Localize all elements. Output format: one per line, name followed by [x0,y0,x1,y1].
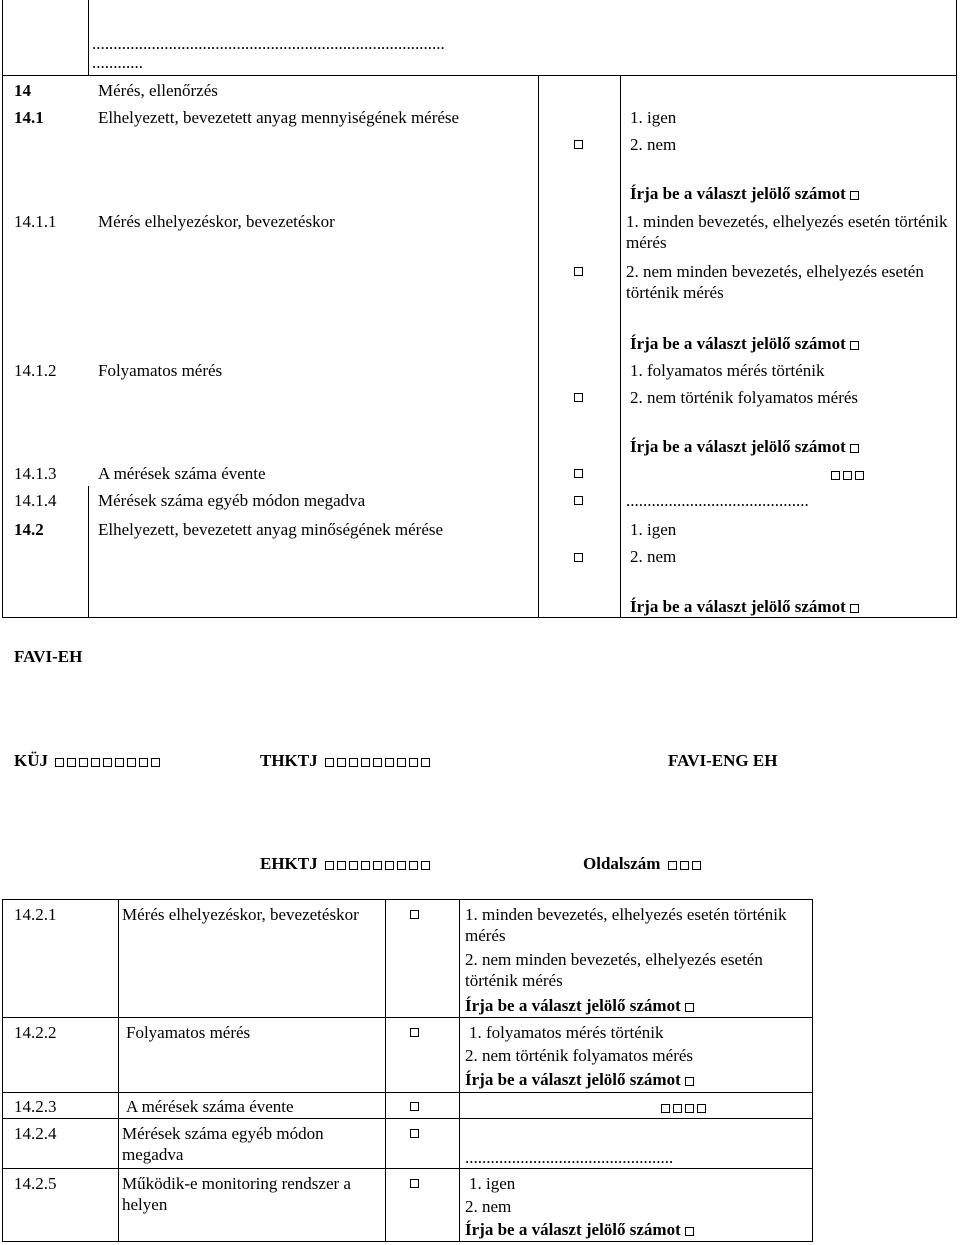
dotted-fill[interactable]: ................................................. [465,1148,674,1167]
option-text: 2. nem minden bevezetés, elhelyezés esetén történik mérés [626,262,924,303]
option-text: 1. igen [469,1174,516,1193]
page-number-field [583,853,701,874]
answer-prompt [630,596,859,617]
digit-box[interactable] [325,758,334,767]
dotted-fill[interactable]: ........................................... [626,491,809,510]
answer-prompt [465,995,694,1016]
section-number: 14 [14,81,31,100]
digit-box[interactable] [421,758,430,767]
thktj-field [260,750,430,771]
digit-box[interactable] [127,758,136,767]
table-rule [2,75,957,76]
answer-checkbox[interactable] [410,910,419,919]
table-rule [2,1241,813,1242]
favi-eh-label: FAVI-EH [14,647,83,666]
prompt-checkbox[interactable] [850,604,859,613]
table-rule [2,899,813,900]
answer-checkbox[interactable] [574,496,583,505]
option-text: 1. igen [630,520,677,539]
digit-box[interactable] [843,471,852,480]
digit-box[interactable] [661,1104,670,1113]
answer-prompt [630,183,859,204]
digit-box[interactable] [361,758,370,767]
table-rule [2,1118,813,1119]
row-label: Mérések száma egyéb módon megadva [98,491,366,510]
row-label: Folyamatos mérés [98,361,223,380]
answer-checkbox[interactable] [574,469,583,478]
dotted-fill: ................................................................................... [92,34,445,53]
prompt-checkbox[interactable] [685,1077,694,1086]
digit-box[interactable] [373,758,382,767]
answer-checkbox[interactable] [410,1102,419,1111]
option-text: 2. nem minden bevezetés, elhelyezés esetén történik mérés [465,950,763,991]
count-input-boxes[interactable] [828,463,864,484]
option-text: 1. folyamatos mérés történik [630,361,825,380]
answer-prompt [630,436,859,457]
table-rule [2,1168,813,1169]
digit-box[interactable] [55,758,64,767]
option-text: 2. nem [465,1197,512,1216]
table-rule [2,1092,813,1093]
answer-checkbox[interactable] [574,140,583,149]
prompt-checkbox[interactable] [850,191,859,200]
thktj-label: THKTJ [260,751,318,770]
digit-box[interactable] [385,758,394,767]
ehktj-field [260,853,430,874]
answer-checkbox[interactable] [574,267,583,276]
dotted-fill: ............ [92,53,143,72]
digit-box[interactable] [697,1104,706,1113]
page-number-boxes[interactable] [665,853,701,874]
kuj-label: KÜJ [14,751,48,770]
prompt-checkbox[interactable] [685,1003,694,1012]
row-number: 14.1.2 [14,361,57,380]
digit-box[interactable] [673,1104,682,1113]
prompt-text: Írja be a választ jelölő számot [465,996,681,1015]
section-title: Mérés, ellenőrzés [98,81,218,100]
row-label: A mérések száma évente [126,1097,294,1116]
page-number-label: Oldalszám [583,854,661,873]
prompt-checkbox[interactable] [685,1227,694,1236]
digit-box[interactable] [91,758,100,767]
table-border-right [812,899,813,1241]
digit-box[interactable] [831,471,840,480]
digit-box[interactable] [103,758,112,767]
option-text: 1. minden bevezetés, elhelyezés esetén történik mérés [465,905,787,946]
option-text: 1. folyamatos mérés történik [469,1023,664,1042]
digit-box[interactable] [692,861,701,870]
row-label: Mérés elhelyezéskor, bevezetéskor [98,212,335,231]
prompt-text: Írja be a választ jelölő számot [630,437,846,456]
ehktj-boxes[interactable] [322,853,430,874]
prompt-text: Írja be a választ jelölő számot [630,184,846,203]
digit-box[interactable] [349,861,358,870]
row-label: Mérés elhelyezéskor, bevezetéskor [122,905,359,924]
thktj-boxes[interactable] [322,750,430,771]
count-input-boxes[interactable] [658,1096,706,1117]
table-rule [2,1017,813,1018]
digit-box[interactable] [151,758,160,767]
prompt-text: Írja be a választ jelölő számot [465,1070,681,1089]
row-number: 14.2 [14,520,44,539]
digit-box[interactable] [361,861,370,870]
answer-checkbox[interactable] [410,1179,419,1188]
digit-box[interactable] [337,758,346,767]
option-text: 1. minden bevezetés, elhelyezés esetén történik mérés [626,212,948,253]
digit-box[interactable] [685,1104,694,1113]
digit-box[interactable] [325,861,334,870]
kuj-boxes[interactable] [52,750,160,771]
row-number: 14.1 [14,108,44,127]
favi-eng-eh-label: FAVI-ENG EH [668,751,778,770]
table-divider [538,75,539,617]
kuj-field [14,750,160,771]
answer-prompt [630,333,859,354]
row-number: 14.2.4 [14,1124,57,1143]
row-number: 14.2.2 [14,1023,57,1042]
prompt-text: Írja be a választ jelölő számot [630,597,846,616]
digit-box[interactable] [337,861,346,870]
row-label: Működik-e monitoring rendszer a helyen [122,1174,351,1215]
row-label: Mérések száma egyéb módon megadva [122,1124,324,1165]
digit-box[interactable] [385,861,394,870]
table-divider [459,899,460,1241]
row-label: Folyamatos mérés [126,1023,251,1042]
prompt-checkbox[interactable] [850,444,859,453]
answer-checkbox[interactable] [574,393,583,402]
prompt-text: Írja be a választ jelölő számot [630,334,846,353]
ehktj-label: EHKTJ [260,854,318,873]
prompt-checkbox[interactable] [850,341,859,350]
answer-checkbox[interactable] [574,553,583,562]
option-text: 2. nem [630,135,677,154]
digit-box[interactable] [855,471,864,480]
row-number: 14.1.3 [14,464,57,483]
table-divider [118,899,119,1241]
row-label: A mérések száma évente [98,464,266,483]
digit-box[interactable] [409,758,418,767]
prompt-text: Írja be a választ jelölő számot [465,1220,681,1239]
table-divider [88,0,89,75]
digit-box[interactable] [373,861,382,870]
row-number: 14.1.1 [14,212,57,231]
row-number: 14.2.3 [14,1097,57,1116]
digit-box[interactable] [397,861,406,870]
option-text: 1. igen [630,108,677,127]
row-number: 14.1.4 [14,491,57,510]
digit-box[interactable] [680,861,689,870]
option-text: 2. nem történik folyamatos mérés [465,1046,694,1065]
row-label: Elhelyezett, bevezetett anyag minőségének mérése [98,520,444,539]
table-border-right [956,0,957,617]
row-number: 14.2.1 [14,905,57,924]
digit-box[interactable] [409,861,418,870]
digit-box[interactable] [79,758,88,767]
table-divider [620,75,621,617]
answer-prompt [465,1219,694,1240]
table-border-left [2,899,3,1241]
digit-box[interactable] [115,758,124,767]
answer-prompt [465,1069,694,1090]
option-text: 2. nem történik folyamatos mérés [630,388,859,407]
option-text: 2. nem [630,547,677,566]
digit-box[interactable] [397,758,406,767]
digit-box[interactable] [668,861,677,870]
answer-checkbox[interactable] [410,1028,419,1037]
answer-checkbox[interactable] [410,1129,419,1138]
digit-box[interactable] [349,758,358,767]
table-divider [88,486,89,617]
digit-box[interactable] [67,758,76,767]
row-label: Elhelyezett, bevezetett anyag mennyiségének mérése [98,108,460,127]
row-number: 14.2.5 [14,1174,57,1193]
digit-box[interactable] [421,861,430,870]
digit-box[interactable] [139,758,148,767]
table-border-left [2,0,3,617]
table-divider [385,899,386,1241]
